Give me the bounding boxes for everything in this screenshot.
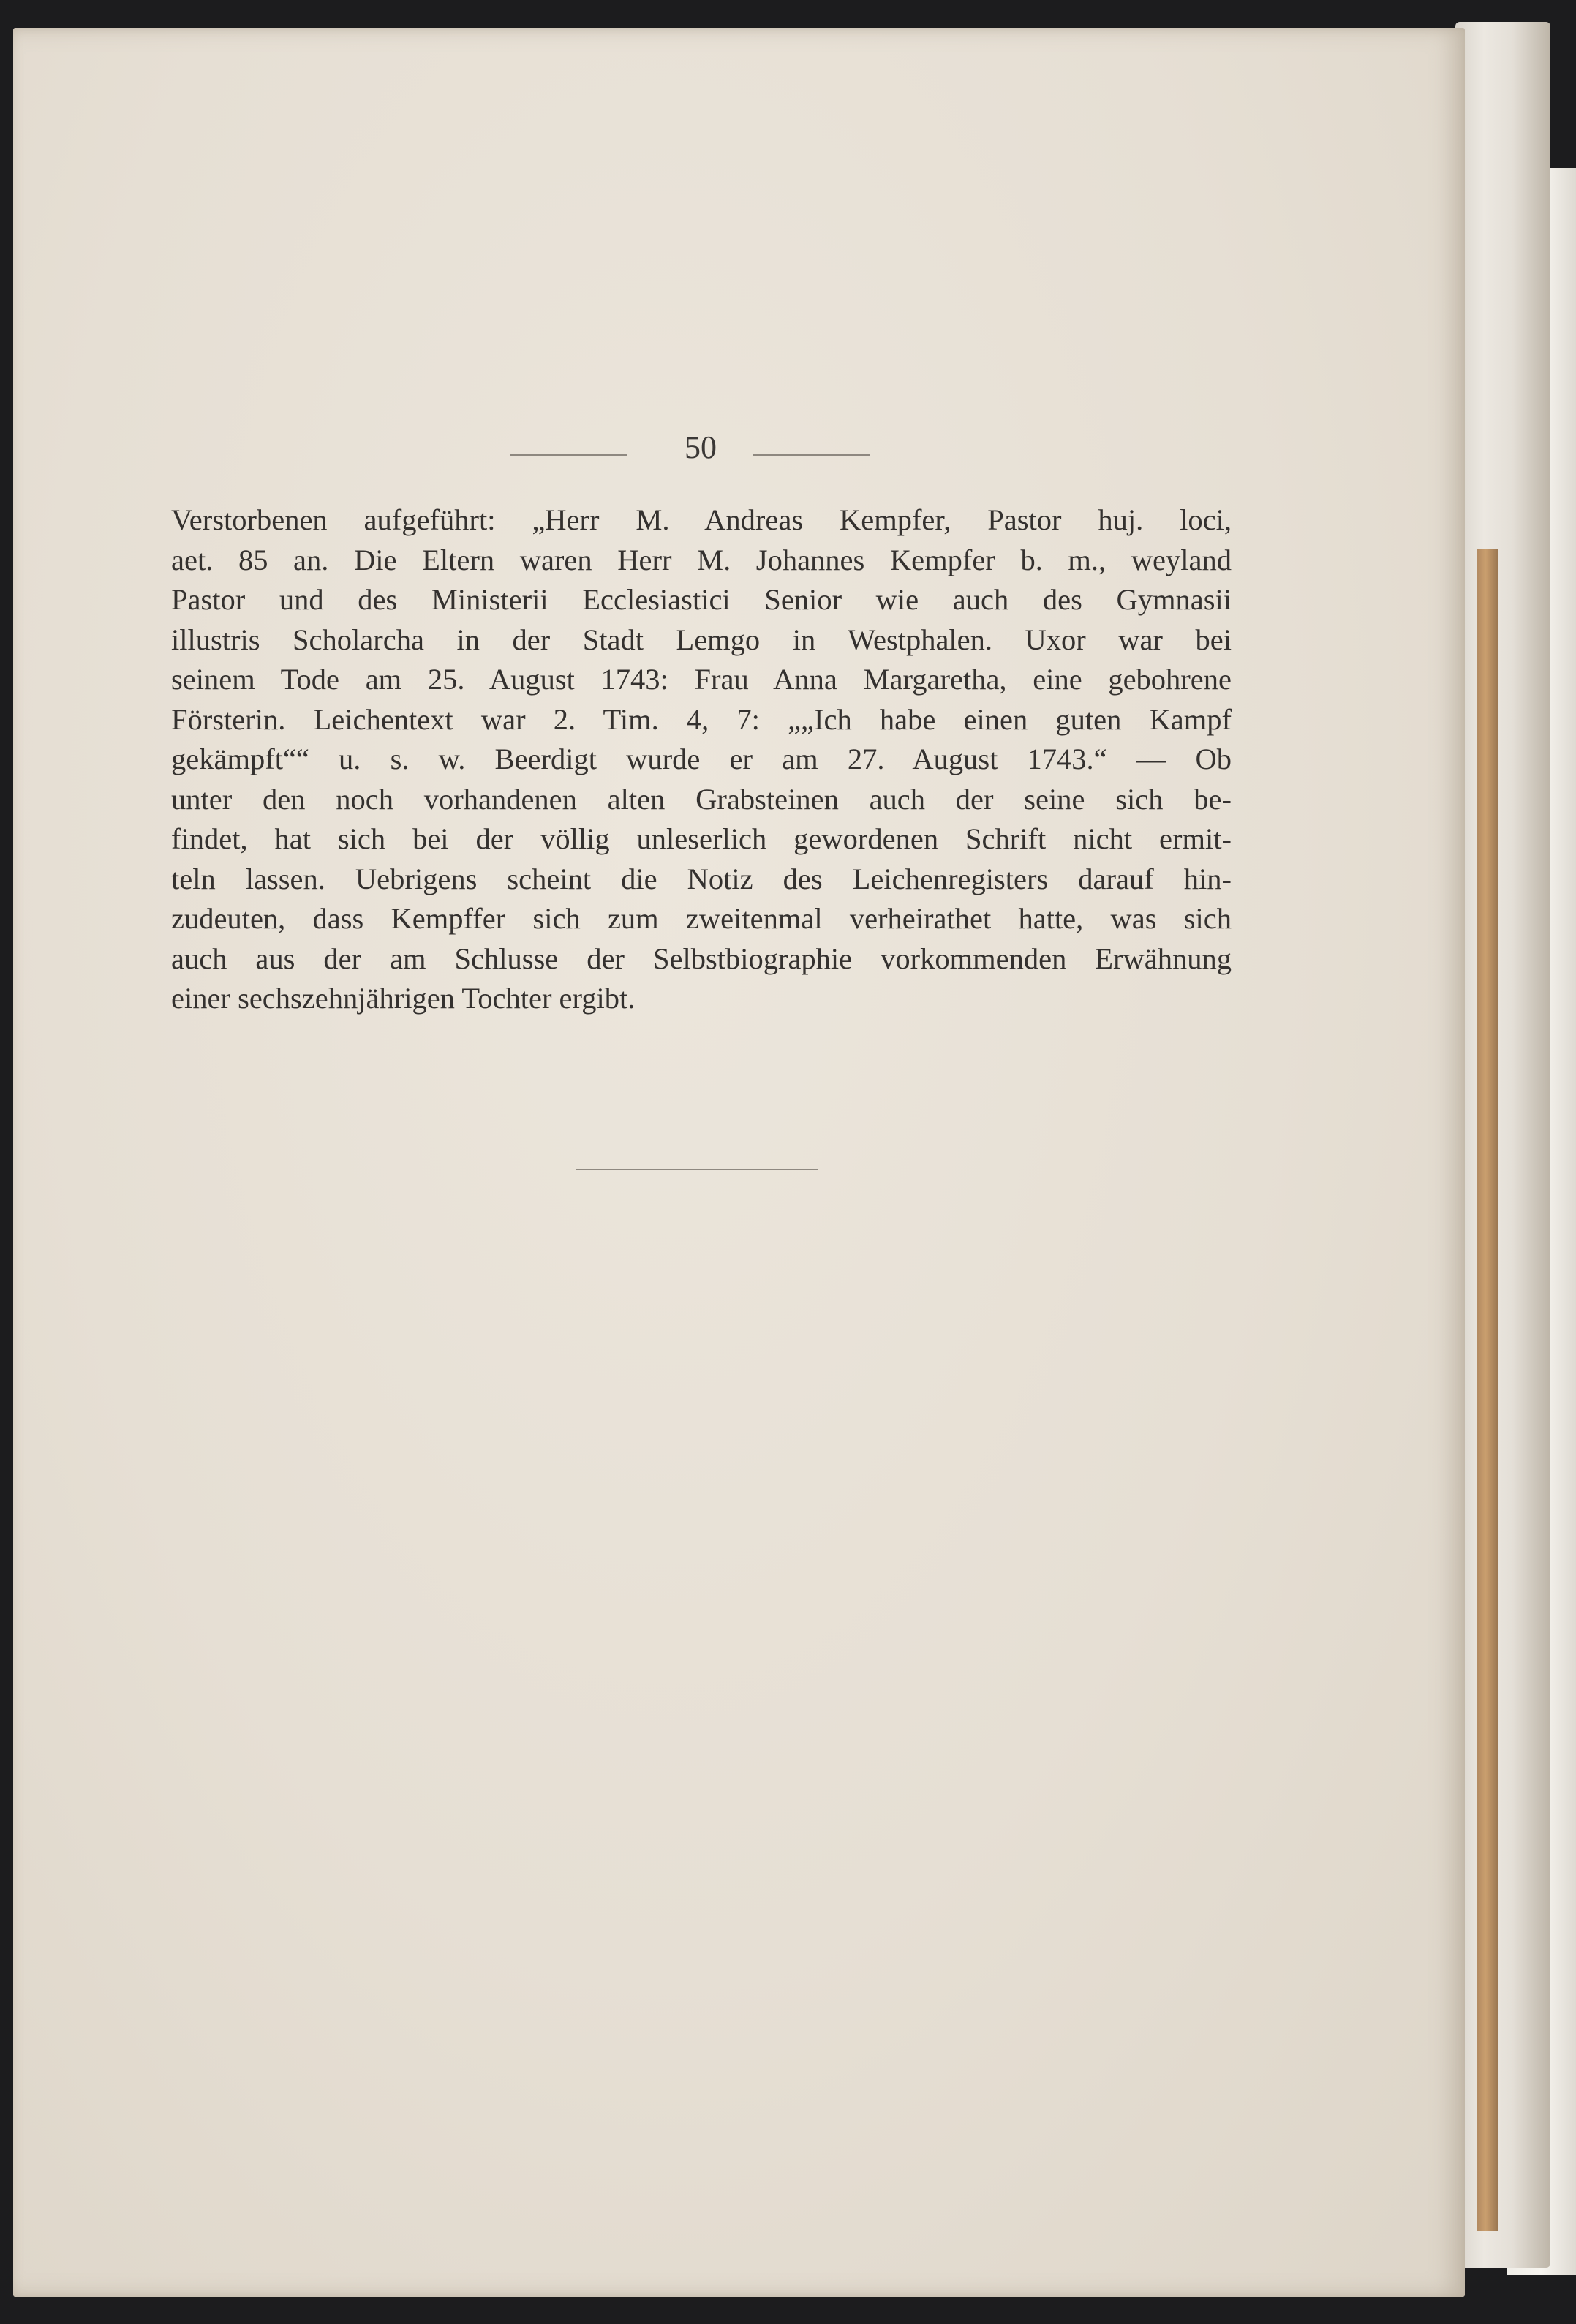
section-divider (576, 1169, 818, 1170)
page-number: 50 (685, 429, 717, 465)
text-line: illustris Scholarcha in der Stadt Lemgo in Westphalen. Uxor war bei (171, 623, 1232, 656)
text-line: aet. 85 an. Die Eltern waren Herr M. Johannes Kempfer b. m., weyland (171, 543, 1232, 576)
page-header (13, 429, 1395, 473)
text-line: einer sechszehnjährigen Tochter ergibt. (171, 982, 636, 1015)
text-line: gekämpft““ u. s. w. Beerdigt wurde er am 27. August 1743.“ — Ob (171, 742, 1232, 775)
text-line: Försterin. Leichentext war 2. Tim. 4, 7: „„Ich habe einen guten Kampf (171, 702, 1232, 736)
text-line: findet, hat sich bei der völlig unleserlich gewordenen Schrift nicht ermit- (171, 822, 1232, 855)
text-line: unter den noch vorhandenen alten Grabsteinen auch der seine sich be- (171, 782, 1232, 816)
text-line: Pastor und des Ministerii Ecclesiastici Senior wie auch des Gymnasii (171, 583, 1232, 616)
header-rule-left (510, 454, 627, 456)
text-line: seinem Tode am 25. August 1743: Frau Anna Margaretha, eine gebohrene (171, 663, 1232, 696)
page-sheet (13, 28, 1465, 2297)
text-line: Verstorbenen aufgeführt: „Herr M. Andreas Kempfer, Pastor huj. loci, (171, 503, 1232, 536)
body-paragraph (171, 500, 1232, 1019)
text-line: teln lassen. Uebrigens scheint die Notiz des Leichenregisters darauf hin- (171, 862, 1232, 895)
text-line: auch aus der am Schlusse der Selbstbiographie vorkommenden Erwähnung (171, 941, 1232, 975)
header-rule-right (753, 454, 870, 456)
binding-edge (1477, 549, 1498, 2231)
next-sheet-edge (1455, 22, 1550, 2268)
text-line: zudeuten, dass Kempffer sich zum zweitenmal verheirathet hatte, was sich (171, 902, 1232, 935)
